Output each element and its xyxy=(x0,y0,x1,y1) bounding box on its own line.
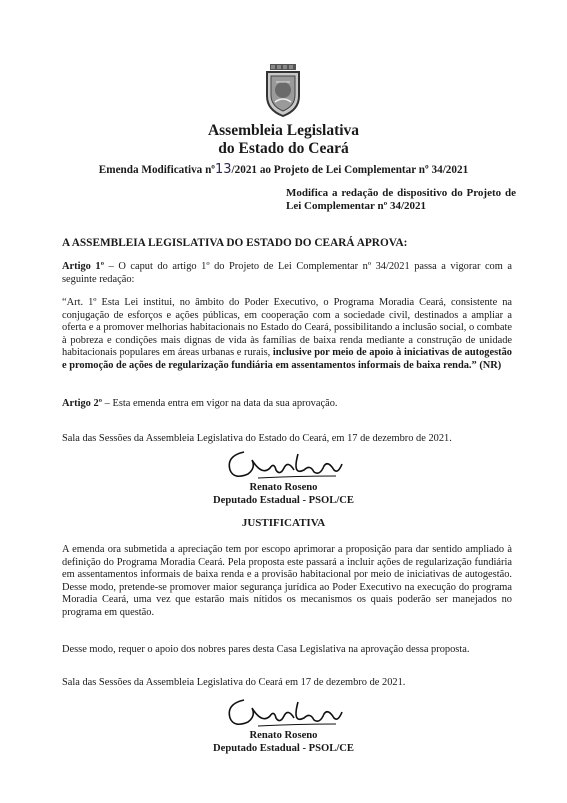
quoted-article xyxy=(62,297,512,373)
coat-of-arms-icon xyxy=(262,62,304,118)
quoted-article-bold: inclusive por meio de apoio à iniciativas de autogestão e promoção de ações de regularização fundiária em assentamentos informais de baixa renda.” (NR) xyxy=(62,347,512,371)
sala-sessoes-1: Sala das Sessões da Assembleia Legislativa do Estado do Ceará, em 17 de dezembro de 2021. xyxy=(62,433,452,444)
emenda-suffix: /2021 ao Projeto de Lei Complementar nº 34/2021 xyxy=(231,164,469,176)
artigo-1-text: – O caput do artigo 1º do Projeto de Lei Complementar nº 34/2021 passa a vigorar com a seguinte redação: xyxy=(62,261,512,285)
artigo-1 xyxy=(62,261,512,286)
aprova-heading: A ASSEMBLEIA LEGISLATIVA DO ESTADO DO CEARÁ APROVA: xyxy=(62,237,408,249)
emenda-number: 13 xyxy=(215,162,232,177)
signature-1-image xyxy=(218,446,348,486)
artigo-2-label: Artigo 2º xyxy=(62,398,103,409)
emenda-title xyxy=(0,162,567,177)
sala-sessoes-2: Sala das Sessões da Assembleia Legislativa do Ceará em 17 de dezembro de 2021. xyxy=(62,677,406,688)
justificativa-title: JUSTIFICATIVA xyxy=(241,517,326,529)
quoted-article-plain: “Art. 1º Esta Lei institui, no âmbito do Poder Executivo, o Programa Moradia Ceará, consistente na conjugação de esforços e ações públicas, em cooperação com a sociedade civil, destinados a ampliar a oferta e a promover melhorias habitacionais no Estado do Ceará, possibilitando a inclusão social, o combate à pobreza e condições mais dignas de vida às famílias de baixa renda mediante a construção de unidade habitacionais populares em áreas urbanas e rurais, xyxy=(62,297,512,359)
artigo-2 xyxy=(62,398,522,409)
artigo-2-text: – Esta emenda entra em vigor na data da sua aprovação. xyxy=(102,398,338,409)
signature-2-name: Renato Roseno xyxy=(249,730,318,741)
ementa: Modifica a redação de dispositivo do Projeto de Lei Complementar nº 34/2021 xyxy=(286,187,516,212)
artigo-1-label: Artigo 1º xyxy=(62,261,105,272)
org-name-line1: Assembleia Legislativa xyxy=(207,122,360,139)
emenda-prefix: Emenda Modificativa nº xyxy=(98,164,215,176)
signature-2-image xyxy=(218,694,348,734)
justificativa-p2: Desse modo, requer o apoio dos nobres pares desta Casa Legislativa na aprovação dessa proposta. xyxy=(62,644,470,655)
signature-2-role: Deputado Estadual - PSOL/CE xyxy=(213,743,354,754)
signature-1-role: Deputado Estadual - PSOL/CE xyxy=(213,495,354,506)
org-name-line2: do Estado do Ceará xyxy=(218,140,349,157)
justificativa-p1: A emenda ora submetida a apreciação tem por escopo aprimorar a proposição para dar sentido ampliado à definição do Programa Moradia Ceará. Pela proposta este passará a incluir ações de regularização fundiária em assentamentos informais de baixa renda e a provisão habitacional por meio de iniciativas de autogestão. Desse modo, pretende-se promover maior segurança jurídica ao Poder Executivo na execução do programa Moradia Ceará, uma vez que estarão mais nítidos os mecanismos os quais poderão ser manejados no programa em questão. xyxy=(62,544,512,618)
signature-1-name: Renato Roseno xyxy=(249,482,318,493)
